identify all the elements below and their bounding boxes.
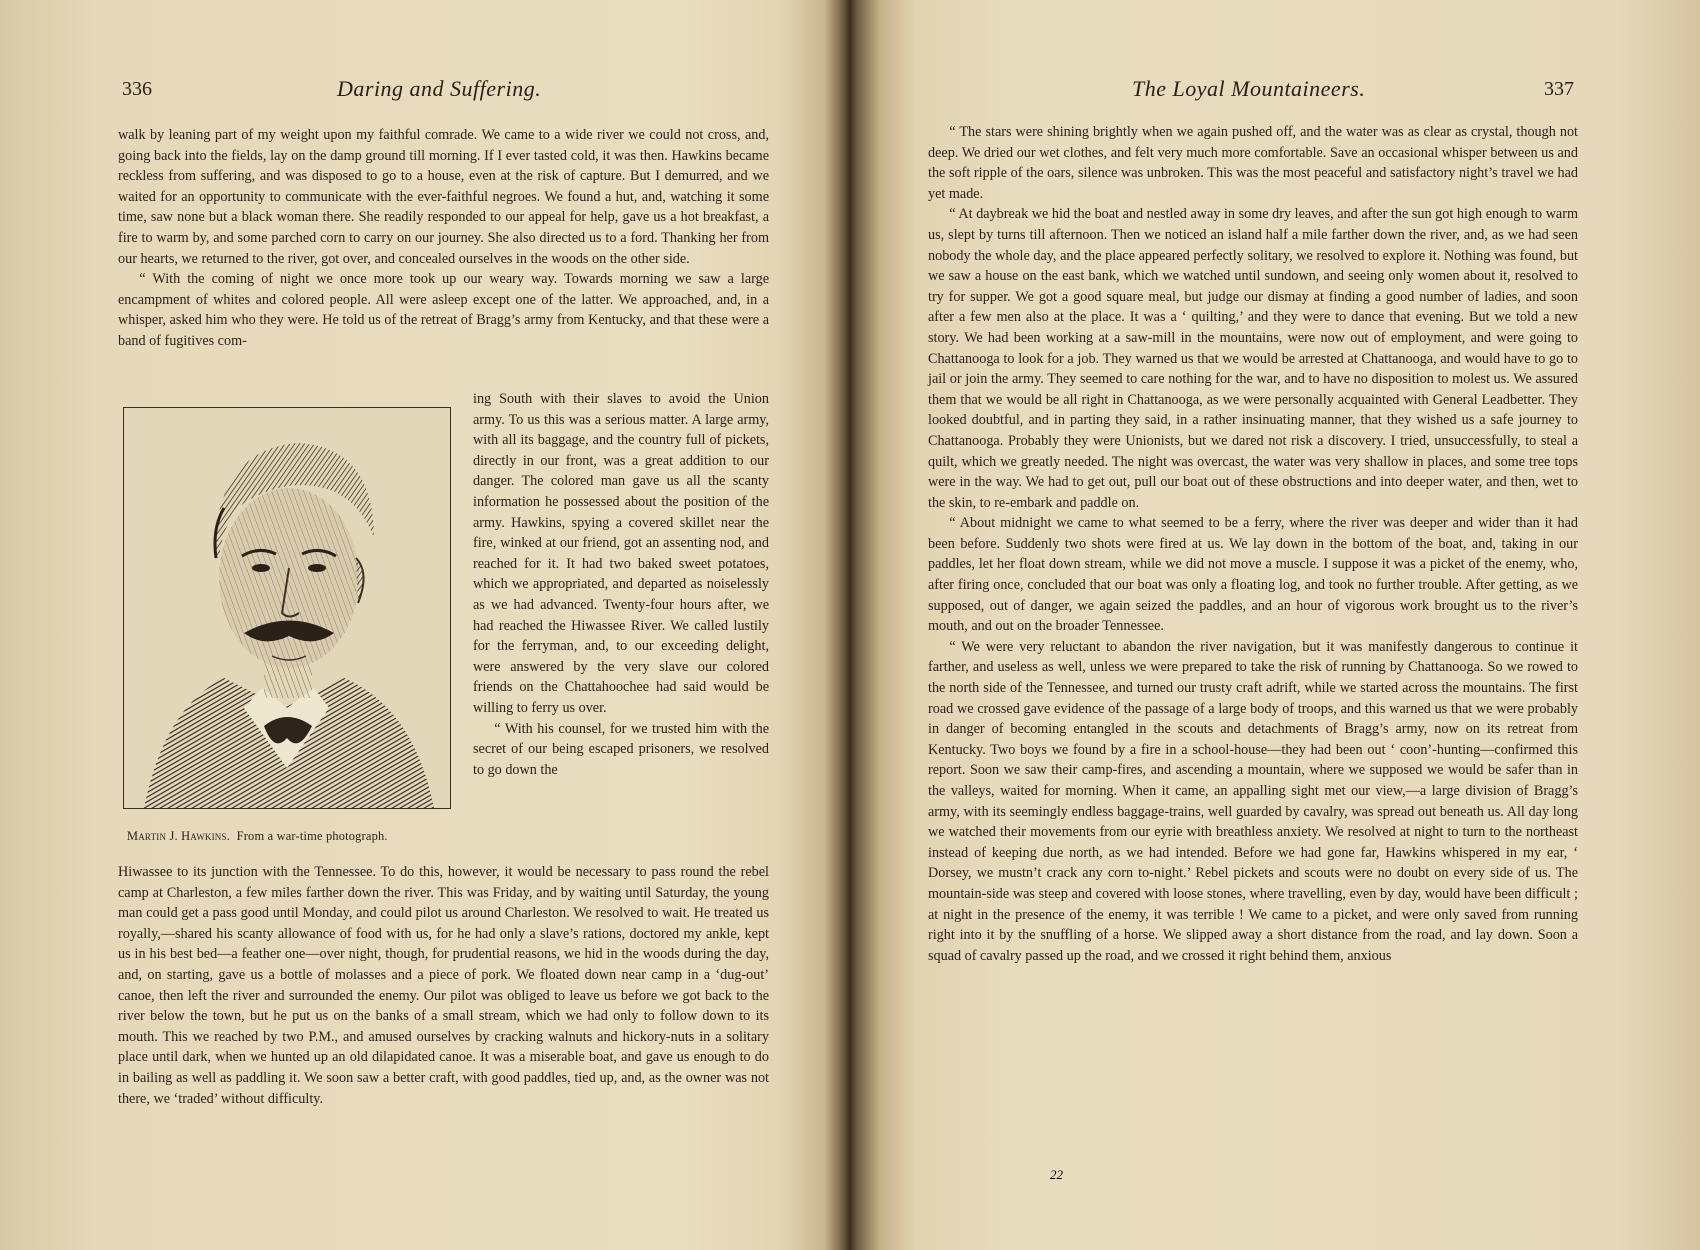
portrait-illustration (124, 408, 450, 808)
signature-mark: 22 (1050, 1167, 1063, 1182)
caption-source: From a war-time photograph. (236, 829, 388, 843)
left-paragraph-1: walk by leaning part of my weight upon my faithful comrade. We came to a wide river we could not cross, and, going back into the fields, lay on the damp ground till morning. If I ever tasted cold, it was then. Hawkins became reckless from suffering, and was disposed to go to a house, even at the risk of capture. But I demurred, and we waited for an opportunity to communicate with the ever-faithful negroes. We found a hut, and, watching it some time, saw none but a black woman there. She readily responded to our appeal for help, gave us a hot breakfast, a fire to warm by, and some parched corn to carry on our journey. She also directed us to a ford. Thanking her from our hearts, we returned to the river, got over, and concealed ourselves in the woods on the other side. (118, 127, 769, 267)
left-bottom-paragraph: Hiwassee to its junction with the Tennessee. To do this, however, it would be necessary to pass round the rebel camp at Charleston, a few miles farther down the river. This was Friday, and by waiting until Saturday, the young man could get a pass good until Monday, and could pilot us around Charleston. We resolved to wait. He treated us royally,—shared his scanty allowance of food with us, for he had only a slave’s rations, doctored my ankle, kept us in his best bed—a feather one—over night, though, for prudential reasons, we hid in the woods during the day, and, on starting, gave us a bottle of molasses and a piece of pork. We floated down near camp in a ‘dug-out’ canoe, then left the river and surrounded the enemy. Our pilot was obliged to leave us before we got back to the river below the town, but he put us on the banks of a small stream, which we had only to follow down to its mouth. This we reached by two P.M., and amused ourselves by cracking walnuts and hickory-nuts in a solitary place until dark, when we hunted up an old dilapidated canoe. It was a miserable boat, and gave us enough to do in bailing as well as paddling it. We soon saw a better craft, with good paddles, tied up, and, as the owner was not there, we ‘traded’ without difficulty. (118, 864, 769, 1107)
left-wrap-paragraph-1: ing South with their slaves to avoid the Union army. To us this was a serious matter. A large army, with all its baggage, and the country full of pickets, directly in our front, was a great addition to our danger. The colored man gave us all the scanty information he possessed about the position of the army. Hawkins, spying a covered skillet near the fire, winked at our friend, got an assenting nod, and reached for it. It had two baked sweet potatoes, which we appropriated, and departed as noiselessly as we had advanced. Twenty-four hours after, we had reached the Hiwassee River. We called lustily for the ferryman, and, to our exceeding delight, were answered by the very slave our colored friends on the Chattahoochee had said would be willing to ferry us over. (473, 391, 769, 716)
page-number-left: 336 (122, 78, 152, 100)
portrait-caption (127, 829, 388, 844)
page-number-right: 337 (1544, 78, 1574, 100)
left-wrap-text (473, 389, 769, 780)
right-paragraph-2: “ At daybreak we hid the boat and nestled away in some dry leaves, and after the sun got high enough to warm us, slept by turns till afternoon. Then we noticed an island half a mile farther down the river, and, as we had seen nobody the whole day, and the place appeared perfectly solitary, we resolved to explore it. Nothing was found, but we saw a house on the east bank, which we watched until sundown, and seeing only women about it, resolved to try for supper. We got a good square meal, but judge our dismay at finding a good number of ladies, and soon after a few men also at the place. It was a ‘ quilting,’ and they were to dance that evening. But we told a new story. We had been working at a saw-mill in the mountains, were now out of employment, and were going to Chattanooga to look for a job. They warned us that we would be arrested at Chattanooga, and would have to go to jail or join the army. They seemed to care nothing for the war, and to have no disposition to molest us. We assured them that we would be all right in Chattanooga, as we were personally acquainted with General Leadbetter. They looked doubtful, and in parting they said, in a rather insinuating manner, that they wished us a safe journey to Chattanooga. Probably they were Unionists, but we dared not risk a discovery. I tried, unsuccessfully, to steal a quilt, which we greatly needed. The night was overcast, the water was very shallow in places, and some tree tops were in the way. We had to get out, pull our boat out of these obstructions and into deeper water, and then, wet to the skin, to re-embark and paddle on. (928, 206, 1578, 511)
left-wrap-paragraph-2: “ With his counsel, for we trusted him with the secret of our being escaped prisoners, we resolved to go down the (473, 720, 769, 778)
caption-name: Martin J. Hawkins. (127, 829, 231, 843)
left-bottom-text (118, 862, 769, 1109)
running-title-right: The Loyal Mountaineers. (1132, 76, 1366, 101)
right-paragraph-4: “ We were very reluctant to abandon the river navigation, but it was manifestly dangerous to continue it farther, and useless as well, unless we were prepared to take the risk of running by Chattanooga. So we rowed to the north side of the Tennessee, and turned our trusty craft adrift, while we started across the mountains. The first road we crossed gave evidence of the passage of a large body of troops, and this warned us that we were probably in danger of becoming entangled in the scouts and detachments of Bragg’s army, now on its retreat from Kentucky. Two boys we found by a fire in a school-house—they had been out ‘ coon’-hunting—confirmed this report. Soon we saw their camp-fires, and ascending a mountain, where we supposed we would be safer than in the valleys, waited for morning. When it came, an appalling sight met our view,—a large division of Bragg’s army, with its seemingly endless baggage-trains, well guarded by cavalry, was spread out beneath us. All day long we watched their movements from our eyrie with breathless anxiety. We resolved at night to turn to the northeast instead of keeping due north, as we had intended. Before we had gone far, Hawkins whispered in my ear, ‘ Dorsey, we mustn’t crack any corn to-night.’ Rebel pickets and scouts were no doubt on every side of us. The mountain-side was steep and covered with loose stones, where travelling, even by day, would have been difficult ; at night in the presence of the enemy, it was terrible ! We came to a picket, and were only saved from running right into it by the snuffling of a horse. We slipped away a short distance from the road, and lay down. Soon a squad of cavalry passed up the road, and we crossed it right behind them, anxious (928, 638, 1578, 964)
left-top-text (118, 125, 769, 352)
right-paragraph-3: “ About midnight we came to what seemed to be a ferry, where the river was deeper and wider than it had been before. Suddenly two shots were fired at us. We lay down in the bottom of the boat, and, taking in our paddles, let her float down stream, while we did not move a muscle. I suppose it was a picket of the enemy, who, after firing once, concluded that our boat was only a floating log, and took no further trouble. After getting, as we supposed, out of danger, we again seized the paddles, and an hour of vigorous work brought us to the river’s mouth, and out on the broader Tennessee. (928, 515, 1578, 635)
right-page (850, 0, 1700, 1250)
running-title-left: Daring and Suffering. (337, 76, 542, 101)
portrait-engraving (123, 407, 451, 809)
right-paragraph-1: “ The stars were shining brightly when we again pushed off, and the water was as clear as crystal, though not deep. We dried our wet clothes, and felt very much more comfortable. Save an occasional whisper between us and the soft ripple of the oars, silence was unbroken. This was the most peaceful and satisfactory night’s travel we had yet made. (928, 124, 1578, 202)
left-paragraph-2: “ With the coming of night we once more took up our weary way. Towards morning we saw a large encampment of whites and colored people. All were asleep except one of the latter. We approached, and, in a whisper, asked him who they were. He told us of the retreat of Bragg’s army from Kentucky, and that these were a band of fugitives com- (118, 271, 769, 349)
right-text (928, 122, 1578, 966)
